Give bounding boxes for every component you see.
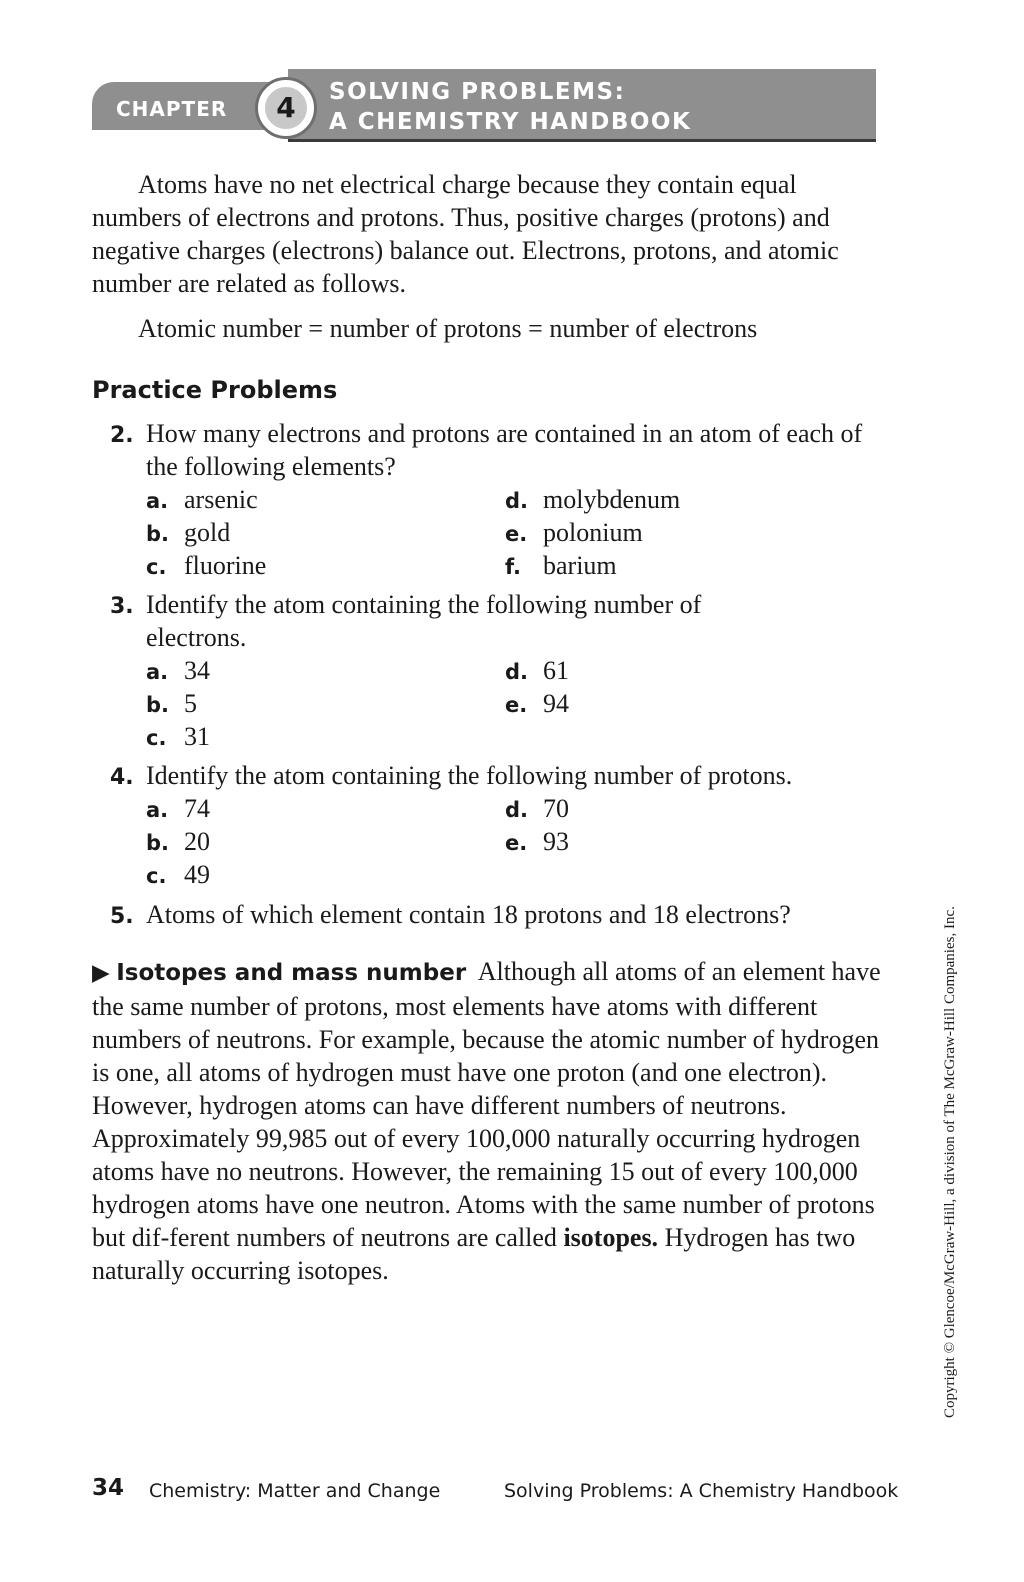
page-number: 34 (92, 1475, 125, 1501)
copyright-notice: Copyright © Glencoe/McGraw-Hill, a division of The McGraw-Hill Companies, Inc. (942, 906, 958, 1418)
problem-option (146, 516, 230, 551)
problem-text: Identify the atom containing the following number of electrons. (146, 590, 702, 652)
problem-text: How many electrons and protons are contained in an atom of each of the following elements? (146, 419, 863, 481)
problem-number: 4. (110, 765, 134, 790)
arrow-marker-icon: ▶ (92, 960, 110, 986)
intro-paragraph: Atoms have no net electrical charge because they contain equal numbers of electrons and protons. Thus, positive charges (protons) and negative charges (electrons) balance out. Electrons, protons, and atomic number are related as follows. (92, 170, 839, 298)
problem-option (505, 687, 569, 722)
option-text: 49 (184, 860, 210, 889)
running-title: Solving Problems: A Chemistry Handbook (504, 1480, 899, 1502)
option-label: c. (146, 726, 167, 750)
option-text: 20 (184, 827, 210, 856)
problem-option (146, 858, 210, 893)
atomic-number-equation: Atomic number = number of protons = number of electrons (138, 314, 758, 343)
isotopes-body: Although all atoms of an element have the same number of protons, most elements have atoms with different numbers of neutrons. For example, because the atomic number of hydrogen is one, all atoms of hydrogen must have one proton (and one electron). However, hydrogen atoms can have different numbers of neutrons. Approximately 99,985 out of every 100,000 naturally occurring hydrogen atoms have no neutrons. However, the remaining 15 out of every 100,000 hydrogen atoms have one neutron. Atoms with the same number of protons but dif-ferent numbers of neutrons are called (92, 957, 881, 1252)
option-text: 5 (184, 689, 197, 718)
problem-option (146, 825, 210, 860)
problem-option (146, 654, 210, 689)
practice-heading: Practice Problems (92, 376, 338, 404)
problem-option (505, 654, 569, 689)
option-text: 31 (184, 722, 210, 751)
option-label: e. (505, 693, 528, 717)
option-text: 70 (543, 794, 569, 823)
option-text: 93 (543, 827, 569, 856)
option-text: barium (543, 551, 617, 580)
option-label: e. (505, 522, 528, 546)
problem-option (146, 483, 258, 518)
option-text: 34 (184, 656, 210, 685)
chapter-title (329, 77, 691, 137)
problem-option (505, 549, 617, 584)
isotopes-paragraph (92, 955, 882, 1287)
option-label: b. (146, 693, 170, 717)
option-label: a. (146, 660, 169, 684)
problem-option (505, 825, 569, 860)
option-label: d. (505, 489, 529, 513)
option-label: e. (505, 831, 528, 855)
problem-number: 2. (110, 423, 134, 448)
option-text: molybdenum (543, 485, 681, 514)
option-label: a. (146, 489, 169, 513)
problem-option (505, 516, 643, 551)
problem-option (146, 720, 210, 755)
option-text: gold (184, 518, 231, 547)
problem-option (146, 549, 266, 584)
problem-number: 5. (110, 904, 134, 929)
chapter-number-badge (255, 77, 317, 139)
isotopes-term: isotopes. (563, 1223, 659, 1252)
chapter-title-line1: SOLVING PROBLEMS: (329, 79, 626, 105)
problem-option (146, 792, 210, 827)
option-text: 94 (543, 689, 569, 718)
isotopes-heading: Isotopes and mass number (116, 960, 467, 986)
option-label: c. (146, 555, 167, 579)
option-label: b. (146, 522, 170, 546)
option-text: 74 (184, 794, 210, 823)
problem-option (146, 687, 197, 722)
option-label: c. (146, 864, 167, 888)
problem-number: 3. (110, 594, 134, 619)
option-label: a. (146, 798, 169, 822)
option-label: b. (146, 831, 170, 855)
chapter-banner (92, 69, 876, 143)
chapter-number: 4 (263, 85, 309, 131)
option-label: d. (505, 798, 529, 822)
book-title: Chemistry: Matter and Change (149, 1480, 441, 1502)
option-label: f. (505, 555, 521, 579)
problem-text: Atoms of which element contain 18 protons and 18 electrons? (146, 900, 791, 929)
option-label: d. (505, 660, 529, 684)
option-text: fluorine (184, 551, 267, 580)
isotopes-body-end: Hydrogen has two naturally occurring isotopes. (92, 1223, 856, 1285)
problem-text: Identify the atom containing the following number of protons. (146, 761, 793, 790)
chapter-title-line2: A CHEMISTRY HANDBOOK (329, 109, 692, 135)
problem-option (505, 792, 569, 827)
option-text: arsenic (184, 485, 258, 514)
option-text: 61 (543, 656, 569, 685)
chapter-label: CHAPTER (116, 97, 228, 121)
problem-option (505, 483, 680, 518)
option-text: polonium (543, 518, 643, 547)
